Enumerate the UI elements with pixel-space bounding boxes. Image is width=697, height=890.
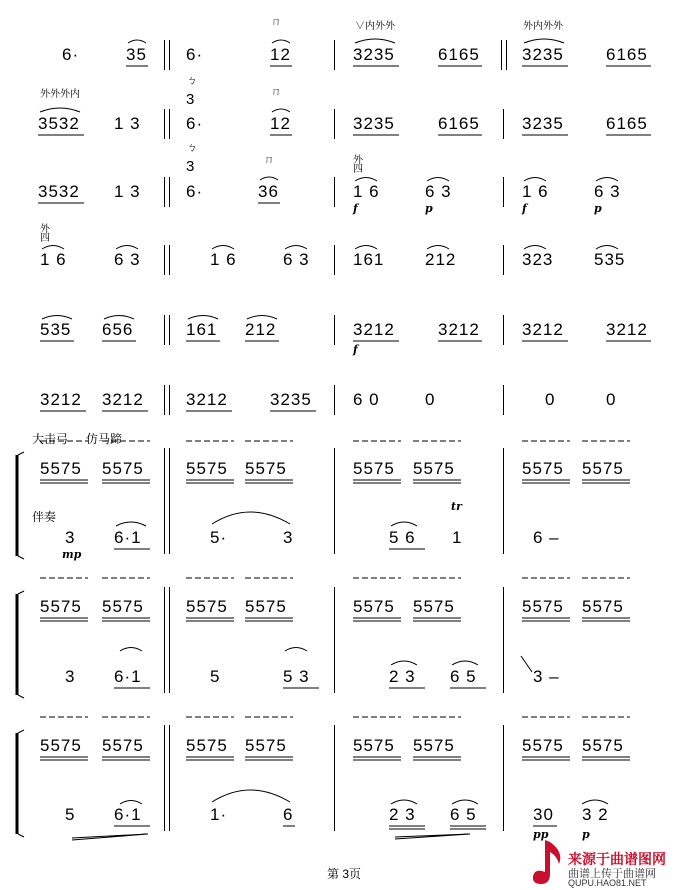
note: 2 3	[389, 805, 416, 824]
note: 1 3	[114, 114, 141, 133]
fingering-mark: ㄅ	[187, 76, 197, 87]
fingering-mark: ∨内外外	[355, 21, 395, 32]
dynamic-mezzo-piano: mp	[62, 548, 82, 561]
note: 36	[258, 182, 279, 201]
fingering-number: 3	[186, 158, 196, 175]
note: 6165	[438, 45, 480, 64]
note: 0	[425, 390, 436, 409]
perc-note: 5575	[40, 459, 82, 478]
bow-mark: ㄇ	[264, 155, 274, 166]
note: 1 6	[40, 250, 67, 269]
perc-note: 5575	[186, 597, 228, 616]
note: 3212	[522, 320, 564, 339]
note: 5·	[210, 528, 228, 547]
note: 3235	[522, 45, 564, 64]
note: 6	[283, 805, 294, 824]
note: 12	[270, 45, 291, 64]
note: 6 5	[450, 667, 477, 686]
note: 0	[545, 390, 556, 409]
note: 6·	[62, 45, 80, 64]
note: 3532	[38, 114, 80, 133]
technique-label: 仿马蹄	[86, 432, 123, 446]
note: 1 6	[210, 250, 237, 269]
note: 161	[353, 250, 385, 269]
page-number: 第 3页	[327, 867, 362, 881]
note: 3 –	[533, 667, 560, 686]
fingering-mark: 四	[353, 164, 363, 175]
perc-note: 5575	[353, 597, 395, 616]
note: 30	[533, 805, 554, 824]
note: 6 3	[594, 182, 621, 201]
perc-note: 5575	[186, 736, 228, 755]
dynamic-forte: f	[522, 202, 527, 215]
note: 6165	[606, 45, 648, 64]
note: 3532	[38, 182, 80, 201]
note: 3212	[40, 390, 82, 409]
perc-note: 5575	[40, 597, 82, 616]
bow-mark: ㄇ	[271, 87, 281, 98]
perc-note: 5575	[353, 736, 395, 755]
perc-note: 5575	[102, 459, 144, 478]
perc-note: 5575	[413, 459, 455, 478]
fingering-number: 3	[186, 91, 196, 108]
note: 0	[606, 390, 617, 409]
fingering-mark: 四	[40, 233, 50, 244]
note: 6·1	[114, 667, 142, 686]
note: 5	[65, 805, 76, 824]
note: 3212	[186, 390, 228, 409]
note: 1 6	[522, 182, 549, 201]
note: 2 3	[389, 667, 416, 686]
note: 3235	[353, 114, 395, 133]
note: 323	[522, 250, 554, 269]
perc-note: 5575	[582, 597, 624, 616]
note: 3235	[522, 114, 564, 133]
note: 535	[40, 320, 72, 339]
note: 3212	[353, 320, 395, 339]
note: 12	[270, 114, 291, 133]
note: 6 3	[114, 250, 141, 269]
note: 6 3	[425, 182, 452, 201]
note: 6 –	[533, 528, 560, 547]
note: 535	[594, 250, 626, 269]
note: 3212	[606, 320, 648, 339]
fingering-mark: 外外外内	[40, 89, 80, 100]
note: 1 6	[353, 182, 380, 201]
note: 161	[186, 320, 218, 339]
note: 5	[210, 667, 221, 686]
watermark-text: 曲谱上传于曲谱网	[568, 868, 656, 880]
note: 6·1	[114, 528, 142, 547]
note: 3	[65, 528, 76, 547]
perc-note: 5575	[245, 459, 287, 478]
dynamic-forte: f	[353, 202, 358, 215]
note: 1	[452, 528, 463, 547]
perc-note: 5575	[353, 459, 395, 478]
note: 6·1	[114, 805, 142, 824]
instrument-label: 大击弓	[32, 432, 69, 446]
dynamic-piano: p	[594, 202, 602, 215]
perc-note: 5575	[413, 736, 455, 755]
note: 6·	[186, 182, 204, 201]
perc-note: 5575	[522, 459, 564, 478]
note: 35	[126, 45, 147, 64]
note: 6165	[438, 114, 480, 133]
perc-note: 5575	[413, 597, 455, 616]
note: 6165	[606, 114, 648, 133]
note: 212	[425, 250, 457, 269]
dynamic-forte: f	[353, 343, 358, 356]
fingering-mark: 外内外外	[523, 21, 563, 32]
note: 3	[283, 528, 294, 547]
perc-note: 5575	[522, 597, 564, 616]
watermark-text: 来源于曲谱图网	[568, 851, 666, 867]
note: 1·	[210, 805, 228, 824]
note: 656	[102, 320, 134, 339]
note: 1 3	[114, 182, 141, 201]
accompaniment-label: 伴奏	[32, 510, 57, 524]
note: 6 3	[283, 250, 310, 269]
note: 6 5	[450, 805, 477, 824]
perc-note: 5575	[40, 736, 82, 755]
perc-note: 5575	[186, 459, 228, 478]
perc-note: 5575	[102, 597, 144, 616]
dynamic-pianissimo: pp	[533, 828, 549, 841]
perc-note: 5575	[245, 736, 287, 755]
note: 212	[245, 320, 277, 339]
note: 3	[65, 667, 76, 686]
perc-note: 5575	[522, 736, 564, 755]
note: 5 6	[389, 528, 416, 547]
fingering-mark: 外	[40, 224, 50, 235]
bow-mark: ㄇ	[271, 17, 281, 28]
note: 3235	[353, 45, 395, 64]
perc-note: 5575	[582, 459, 624, 478]
note: 6 0	[353, 390, 380, 409]
note: 3212	[102, 390, 144, 409]
fingering-mark: 外	[353, 155, 363, 166]
note: 6·	[186, 45, 204, 64]
trill-mark: tr	[451, 500, 462, 513]
watermark-url: QUPU.HAO81.NET	[568, 878, 647, 888]
note: 6·	[186, 114, 204, 133]
note: 3212	[438, 320, 480, 339]
perc-note: 5575	[245, 597, 287, 616]
perc-note: 5575	[102, 736, 144, 755]
perc-note: 5575	[582, 736, 624, 755]
fingering-mark: ㄅ	[187, 143, 197, 154]
note: 3235	[270, 390, 312, 409]
note: 3 2	[582, 805, 609, 824]
dynamic-piano: p	[425, 202, 433, 215]
note: 5 3	[283, 667, 310, 686]
dynamic-piano: p	[582, 828, 590, 841]
